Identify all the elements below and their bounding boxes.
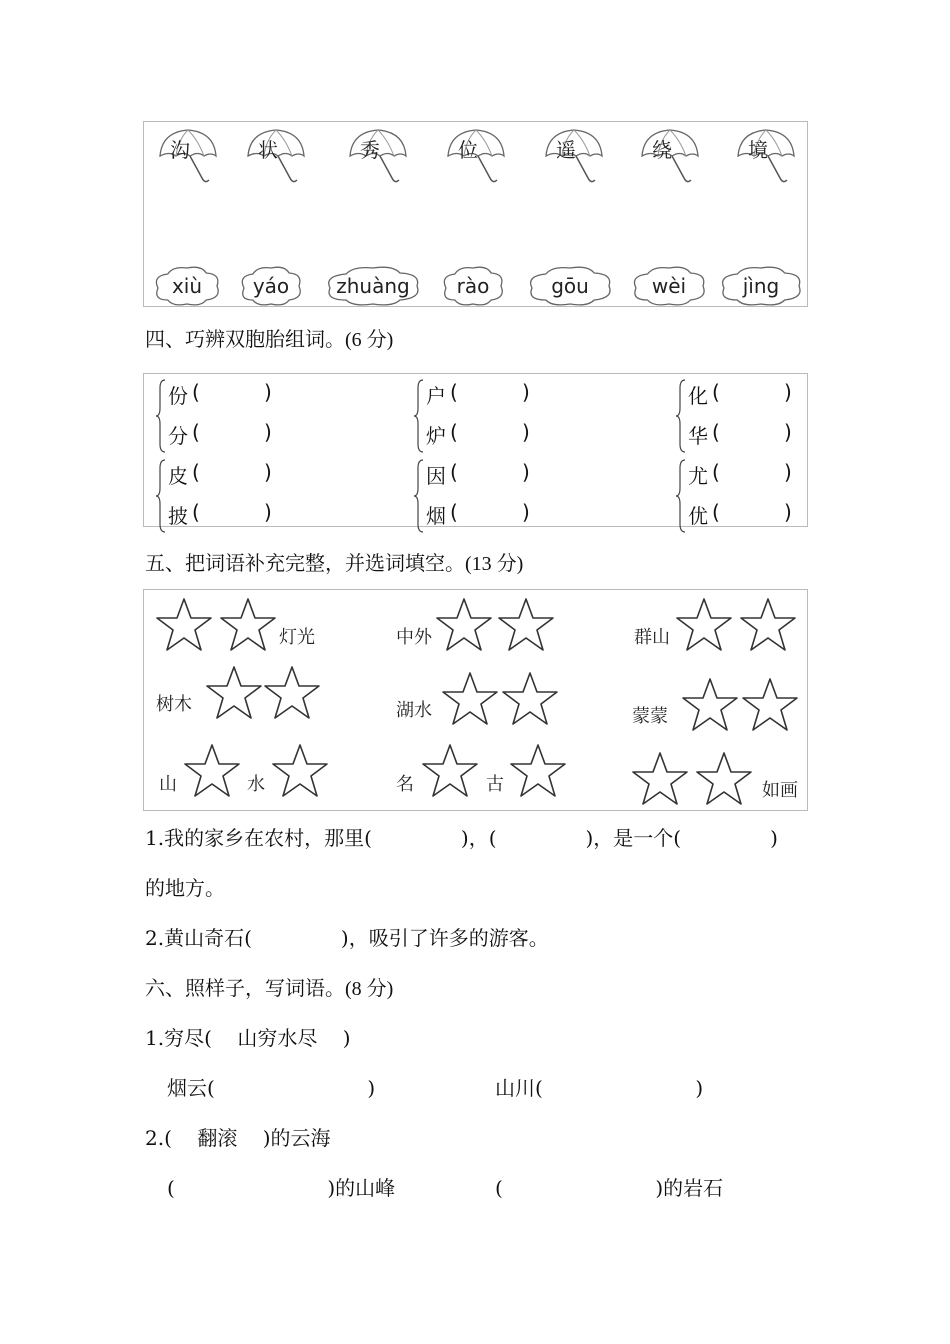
section4-score: (6 分) (345, 329, 394, 351)
answer-open-paren[interactable]: ( (192, 380, 200, 404)
answer-open-paren[interactable]: ( (712, 460, 720, 484)
twin-character-row (688, 380, 792, 409)
section6-ex1-item-yanyun: 烟云( ) (167, 1076, 376, 1100)
answer-close-paren: ) (784, 500, 792, 524)
brace-icon (676, 458, 686, 534)
twin-character-row (426, 420, 530, 449)
twin-character: 披 (168, 504, 188, 528)
umbrella-card (542, 126, 606, 190)
section4-heading (145, 323, 393, 352)
label-ming: 名 (396, 774, 414, 795)
brace-icon (676, 378, 686, 454)
answer-open-paren[interactable]: ( (192, 500, 200, 524)
label-shan: 山 (159, 774, 177, 795)
umbrella-card (346, 126, 410, 190)
star-icon[interactable] (630, 750, 690, 808)
answer-open-paren[interactable]: ( (450, 380, 458, 404)
pinyin-cloud (526, 264, 614, 308)
twin-character-pair (156, 456, 296, 536)
umbrella-character: 遥 (556, 138, 576, 162)
answer-close-paren: ) (264, 380, 272, 404)
label-ruhua: 如画 (762, 780, 798, 801)
label-shui: 水 (247, 774, 265, 795)
answer-open-paren[interactable]: ( (712, 500, 720, 524)
section5-score: (13 分) (465, 553, 524, 575)
section5-q1-line2: 的地方。 (145, 876, 225, 900)
twin-character-pair (676, 456, 816, 536)
star-icon[interactable] (270, 742, 330, 800)
brace-icon (156, 378, 166, 454)
section6-ex2-item-yanshi: ( )的岩石 (495, 1176, 724, 1200)
twin-character-pair (414, 376, 554, 456)
answer-close-paren: ) (784, 460, 792, 484)
twin-character: 尤 (688, 464, 708, 488)
twin-character-row (426, 500, 530, 529)
twin-characters-box (143, 373, 808, 527)
star-icon[interactable] (434, 596, 494, 654)
twin-character-row (168, 500, 272, 529)
umbrella-card (638, 126, 702, 190)
label-qunshan: 群山 (634, 627, 670, 648)
cloud-pinyin: wèi (651, 274, 687, 298)
twin-character-row (168, 420, 272, 449)
twin-character: 分 (168, 424, 188, 448)
answer-open-paren[interactable]: ( (450, 420, 458, 444)
twin-character-row (426, 380, 530, 409)
answer-open-paren[interactable]: ( (450, 500, 458, 524)
section6-title: 六、照样子，写词语。 (145, 976, 345, 1000)
twin-character-row (688, 500, 792, 529)
twin-character-pair (676, 376, 816, 456)
twin-character-row (168, 380, 272, 409)
star-icon[interactable] (262, 664, 322, 722)
cloud-pinyin: xiù (171, 274, 203, 298)
twin-character-row (426, 460, 530, 489)
star-icon[interactable] (496, 596, 556, 654)
answer-close-paren: ) (522, 420, 530, 444)
twin-character: 皮 (168, 464, 188, 488)
answer-open-paren[interactable]: ( (192, 420, 200, 444)
twin-character: 华 (688, 424, 708, 448)
star-icon[interactable] (674, 596, 734, 654)
star-icon[interactable] (154, 596, 214, 654)
label-zhongwai: 中外 (396, 627, 432, 648)
star-icon[interactable] (508, 742, 568, 800)
label-mengmeng: 蒙蒙 (632, 706, 668, 727)
twin-character-pair (414, 456, 554, 536)
twin-character-pair (156, 376, 296, 456)
answer-close-paren: ) (784, 420, 792, 444)
brace-icon (414, 378, 424, 454)
star-icon[interactable] (218, 596, 278, 654)
idiom-star-box (143, 589, 808, 811)
umbrella-card (444, 126, 508, 190)
answer-open-paren[interactable]: ( (192, 460, 200, 484)
star-icon[interactable] (440, 670, 500, 728)
label-shumu: 树木 (156, 694, 192, 715)
cloud-pinyin: jìng (742, 274, 780, 298)
umbrella-cloud-box (143, 121, 808, 307)
umbrella-card (734, 126, 798, 190)
umbrella-character: 沟 (170, 138, 190, 162)
section5-q1-line1: 1.我的家乡在农村，那里( )，( )，是一个( ) (145, 826, 778, 850)
twin-character-row (688, 460, 792, 489)
answer-close-paren: ) (264, 460, 272, 484)
section5-heading (145, 547, 523, 576)
section6-score: (8 分) (345, 978, 394, 1000)
umbrella-card (244, 126, 308, 190)
section6-heading (145, 972, 393, 1001)
pinyin-cloud (630, 264, 708, 308)
twin-character: 因 (426, 464, 446, 488)
star-icon[interactable] (740, 676, 800, 734)
pinyin-cloud (238, 264, 304, 308)
star-icon[interactable] (738, 596, 798, 654)
answer-open-paren[interactable]: ( (450, 460, 458, 484)
twin-character: 化 (688, 384, 708, 408)
umbrella-character: 秀 (360, 138, 380, 162)
brace-icon (156, 458, 166, 534)
answer-open-paren[interactable]: ( (712, 420, 720, 444)
answer-open-paren[interactable]: ( (712, 380, 720, 404)
section5-q2: 2.黄山奇石( )，吸引了许多的游客。 (145, 926, 549, 950)
umbrella-character: 境 (748, 138, 768, 162)
answer-close-paren: ) (264, 420, 272, 444)
umbrella-character: 位 (458, 138, 478, 162)
label-gu: 古 (486, 774, 504, 795)
umbrella-card (156, 126, 220, 190)
section6-example1: 1.穷尽( 山穷水尽 ) (145, 1026, 351, 1050)
star-icon[interactable] (500, 670, 560, 728)
umbrella-character: 绕 (652, 138, 672, 162)
pinyin-cloud (440, 264, 506, 308)
star-icon[interactable] (680, 676, 740, 734)
brace-icon (414, 458, 424, 534)
star-icon[interactable] (204, 664, 264, 722)
section6-ex2-item-shanfeng: ( )的山峰 (167, 1176, 396, 1200)
cloud-pinyin: yáo (252, 274, 290, 298)
section6-example2: 2.( 翻滚 )的云海 (145, 1126, 331, 1150)
cloud-pinyin: zhuàng (336, 274, 410, 298)
twin-character: 炉 (426, 424, 446, 448)
star-icon[interactable] (182, 742, 242, 800)
answer-close-paren: ) (784, 380, 792, 404)
umbrella-character: 状 (258, 138, 278, 162)
label-hushui: 湖水 (396, 700, 432, 721)
twin-character: 优 (688, 504, 708, 528)
star-icon[interactable] (694, 750, 754, 808)
twin-character: 烟 (426, 504, 446, 528)
twin-character-row (168, 460, 272, 489)
twin-character: 户 (426, 384, 446, 408)
section4-title: 四、巧辨双胞胎组词。 (145, 327, 345, 351)
pinyin-cloud (718, 264, 804, 308)
cloud-pinyin: gōu (551, 274, 589, 298)
pinyin-cloud (152, 264, 222, 308)
answer-close-paren: ) (522, 500, 530, 524)
pinyin-cloud (324, 264, 422, 308)
label-dengguang: 灯光 (279, 627, 315, 648)
answer-close-paren: ) (522, 380, 530, 404)
answer-close-paren: ) (264, 500, 272, 524)
twin-character: 份 (168, 384, 188, 408)
answer-close-paren: ) (522, 460, 530, 484)
twin-character-row (688, 420, 792, 449)
star-icon[interactable] (420, 742, 480, 800)
cloud-pinyin: rào (456, 274, 490, 298)
section5-title: 五、把词语补充完整，并选词填空。 (145, 551, 465, 575)
section6-ex1-item-shanchuan: 山川( ) (495, 1076, 704, 1100)
